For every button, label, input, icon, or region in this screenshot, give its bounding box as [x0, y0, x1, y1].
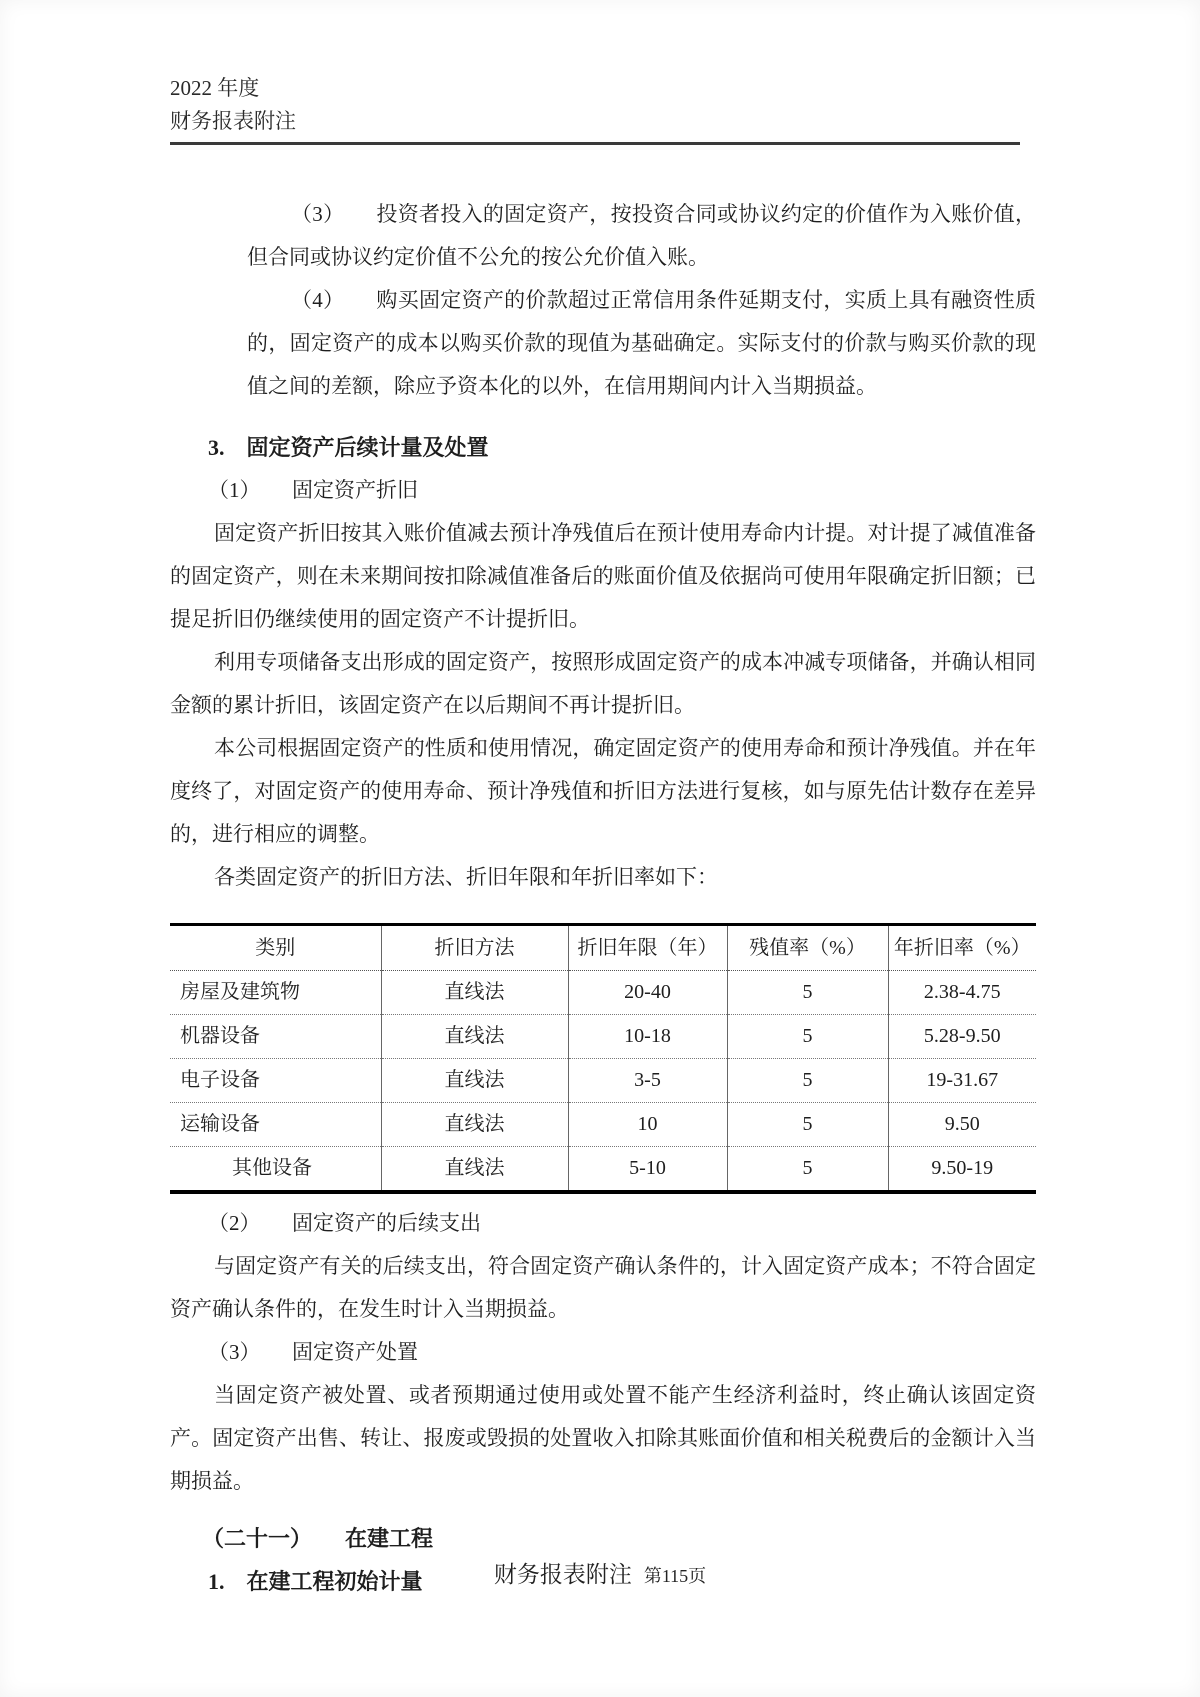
doc-header — [170, 0, 1036, 145]
cell-category: 运输设备 — [170, 1103, 381, 1147]
paragraph-item-4: （4） 购买固定资产的价款超过正常信用条件延期支付，实质上具有融资性质的，固定资产的成本以购买价款的现值为基础确定。实际支付的价款与购买价款的现值之间的差额，除应予资本化的以外，在信用期间内计入当期损益。 — [247, 288, 1036, 398]
paragraph-subsequent-expenditure: 与固定资产有关的后续支出，符合固定资产确认条件的，计入固定资产成本；不符合固定资产确认条件的，在发生时计入当期损益。 — [170, 1254, 1036, 1321]
cell-years: 10 — [568, 1103, 727, 1147]
col-header-method: 折旧方法 — [381, 925, 568, 971]
paragraph-useful-life-review: 本公司根据固定资产的性质和使用情况，确定固定资产的使用寿命和预计净残值。并在年度终了，对固定资产的使用寿命、预计净残值和折旧方法进行复核，如与原先估计数存在差异的，进行相应的调整。 — [170, 736, 1036, 846]
header-year: 2022 年度 — [170, 76, 260, 100]
cell-category: 其他设备 — [170, 1147, 381, 1193]
footer-title: 财务报表附注 — [493, 1562, 632, 1587]
table-row — [170, 1015, 1036, 1059]
footer-page-number: 第115页 — [643, 1566, 707, 1586]
cell-residual: 5 — [727, 1059, 888, 1103]
cell-rate: 9.50-19 — [888, 1147, 1036, 1193]
table-row — [170, 1059, 1036, 1103]
paragraph-special-reserve: 利用专项储备支出形成的固定资产，按照形成固定资产的成本冲减专项储备，并确认相同金额的累计折旧，该固定资产在以后期间不再计提折旧。 — [170, 650, 1036, 717]
section-heading-1-cip: 1. 在建工程初始计量 — [208, 1569, 423, 1594]
cell-years: 10-18 — [568, 1015, 727, 1059]
numbered-items-block — [247, 193, 1036, 408]
subsection-3-heading: （3） 固定资产处置 — [208, 1340, 418, 1364]
cell-method: 直线法 — [381, 1147, 568, 1193]
cell-method: 直线法 — [381, 1015, 568, 1059]
paragraph-item-3: （3） 投资者投入的固定资产，按投资合同或协议约定的价值作为入账价值，但合同或协议约定价值不公允的按公允价值入账。 — [247, 202, 1036, 269]
cell-residual: 5 — [727, 1103, 888, 1147]
table-row — [170, 1103, 1036, 1147]
cell-category: 房屋及建筑物 — [180, 981, 300, 1003]
cell-residual: 5 — [727, 1147, 888, 1193]
paragraph-table-intro: 各类固定资产的折旧方法、折旧年限和年折旧率如下： — [214, 865, 718, 889]
table-header-row — [170, 925, 1036, 971]
cell-method: 直线法 — [381, 1059, 568, 1103]
paragraph-disposal: 当固定资产被处置、或者预期通过使用或处置不能产生经济利益时，终止确认该固定资产。固定资产出售、转让、报废或毁损的处置收入扣除其账面价值和相关税费后的金额计入当期损益。 — [170, 1383, 1036, 1493]
cell-residual: 5 — [727, 1015, 888, 1059]
cell-category: 机器设备 — [170, 1015, 381, 1059]
doc-footer — [0, 1556, 1200, 1589]
cell-years: 3-5 — [568, 1059, 727, 1103]
depreciation-table — [170, 923, 1036, 1194]
table-row — [170, 1147, 1036, 1193]
col-header-years: 折旧年限（年） — [568, 925, 727, 971]
cell-rate: 9.50 — [888, 1103, 1036, 1147]
section-heading-3: 3. 固定资产后续计量及处置 — [208, 435, 489, 460]
cell-rate: 5.28-9.50 — [888, 1015, 1036, 1059]
cell-method: 直线法 — [381, 1103, 568, 1147]
header-doc-title: 财务报表附注 — [170, 109, 296, 133]
section-heading-21: （二十一） 在建工程 — [202, 1526, 434, 1551]
cell-years: 5-10 — [568, 1147, 727, 1193]
subsection-2-heading: （2） 固定资产的后续支出 — [208, 1211, 481, 1235]
col-header-category: 类别 — [170, 925, 381, 971]
col-header-rate: 年折旧率（%） — [888, 925, 1036, 971]
body-text — [170, 193, 1036, 1603]
cell-rate: 19-31.67 — [888, 1059, 1036, 1103]
header-rule — [170, 142, 1020, 145]
cell-category: 电子设备 — [170, 1059, 381, 1103]
paragraph-depreciation-policy: 固定资产折旧按其入账价值减去预计净残值后在预计使用寿命内计提。对计提了减值准备的固定资产，则在未来期间按扣除减值准备后的账面价值及依据尚可使用年限确定折旧额；已提足折旧仍继续使用的固定资产不计提折旧。 — [170, 521, 1036, 631]
cell-rate: 2.38-4.75 — [888, 971, 1036, 1015]
cell-years: 20-40 — [568, 971, 727, 1015]
cell-residual: 5 — [727, 971, 888, 1015]
cell-method: 直线法 — [381, 971, 568, 1015]
col-header-residual: 残值率（%） — [727, 925, 888, 971]
table-row — [170, 971, 1036, 1015]
subsection-1-heading: （1） 固定资产折旧 — [208, 478, 418, 502]
page-content — [170, 0, 1036, 1603]
